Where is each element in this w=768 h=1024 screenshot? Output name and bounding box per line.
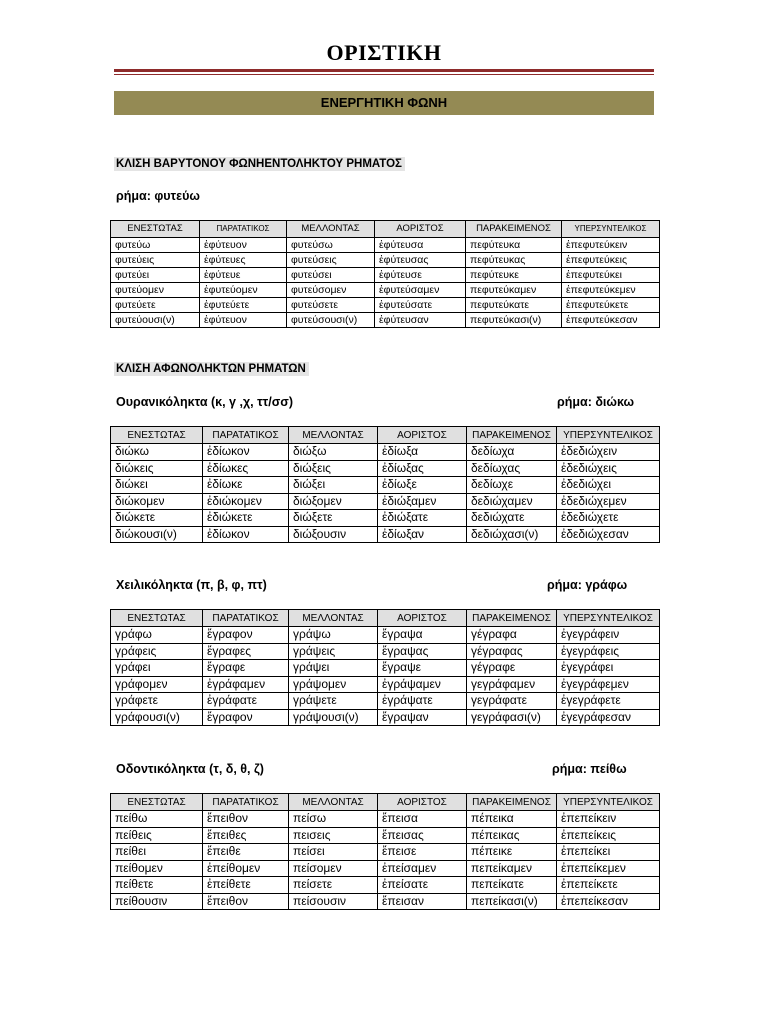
table-cell: ἐδεδιώχετε bbox=[557, 510, 660, 527]
section1-verb: ρήμα: φυτεύω bbox=[116, 189, 200, 203]
header-imperfect: ΠΑΡΑΤΑΤΙΚΟΣ bbox=[203, 427, 289, 444]
title-rule-thick bbox=[114, 69, 654, 72]
table-cell: διώξεις bbox=[289, 460, 378, 477]
table4-label: Οδοντικόληκτα (τ, δ, θ, ζ) bbox=[116, 762, 264, 776]
table-cell: γράψει bbox=[289, 660, 378, 677]
table-cell: ἐφύτευσε bbox=[375, 268, 466, 283]
table-cell: πείσετε bbox=[289, 877, 378, 894]
table-cell: ἐφυτεύσαμεν bbox=[375, 283, 466, 298]
table-cell: ἐφυτεύσατε bbox=[375, 298, 466, 313]
table-cell: ἐπεφυτεύκει bbox=[562, 268, 660, 283]
header-imperfect: ΠΑΡΑΤΑΤΙΚΟΣ bbox=[203, 794, 289, 811]
table-cell: γεγράφατε bbox=[467, 693, 557, 710]
table-row bbox=[111, 844, 660, 861]
table-row bbox=[111, 526, 660, 543]
table-cell: ἐδεδιώχειν bbox=[557, 444, 660, 461]
header-present: ΕΝΕΣΤΩΤΑΣ bbox=[111, 427, 203, 444]
table-cell: γράφεις bbox=[111, 643, 203, 660]
table-row bbox=[111, 893, 660, 910]
table-cell: ἐγράψαμεν bbox=[378, 676, 467, 693]
conjugation-table-2 bbox=[110, 426, 660, 543]
table-row bbox=[111, 709, 660, 726]
header-future: ΜΕΛΛΟΝΤΑΣ bbox=[289, 610, 378, 627]
table-cell: φυτεύσομεν bbox=[287, 283, 375, 298]
table-cell: πείσω bbox=[289, 811, 378, 828]
page-title: ΟΡΙΣΤΙΚΗ bbox=[326, 40, 442, 65]
table-cell: ἐδεδιώχεσαν bbox=[557, 526, 660, 543]
table-cell: φυτεύσουσι(ν) bbox=[287, 313, 375, 328]
table-cell: ἔπεισας bbox=[378, 827, 467, 844]
header-future: ΜΕΛΛΟΝΤΑΣ bbox=[287, 221, 375, 238]
table-cell: φυτεύω bbox=[111, 238, 200, 253]
table-cell: ἐγράψατε bbox=[378, 693, 467, 710]
table-cell: ἐφύτευον bbox=[200, 313, 287, 328]
table-row bbox=[111, 693, 660, 710]
header-pluperfect: ΥΠΕΡΣΥΝΤΕΛΙΚΟΣ bbox=[562, 221, 660, 238]
table-cell: ἔγραφον bbox=[203, 627, 289, 644]
table-cell: ἐφύτευον bbox=[200, 238, 287, 253]
table-cell: γέγραφα bbox=[467, 627, 557, 644]
table-cell: ἐδιώκομεν bbox=[203, 493, 289, 510]
table-row bbox=[111, 460, 660, 477]
header-pluperfect: ΥΠΕΡΣΥΝΤΕΛΙΚΟΣ bbox=[557, 427, 660, 444]
table-cell: διώκω bbox=[111, 444, 203, 461]
conjugation-table-3 bbox=[110, 609, 660, 726]
table-cell: ἐπεφυτεύκειν bbox=[562, 238, 660, 253]
table-cell: πέπεικα bbox=[467, 811, 557, 828]
table-cell: ἔγραψαν bbox=[378, 709, 467, 726]
table-cell: φυτεύει bbox=[111, 268, 200, 283]
table-row bbox=[111, 510, 660, 527]
header-pluperfect: ΥΠΕΡΣΥΝΤΕΛΙΚΟΣ bbox=[557, 610, 660, 627]
table-cell: ἐγεγράφετε bbox=[557, 693, 660, 710]
table-cell: ἔγραφες bbox=[203, 643, 289, 660]
table-row bbox=[111, 477, 660, 494]
table-row bbox=[111, 298, 660, 313]
table-cell: πείθεις bbox=[111, 827, 203, 844]
table-cell: ἐφύτευσαν bbox=[375, 313, 466, 328]
table-cell: δεδιώχατε bbox=[467, 510, 557, 527]
table-cell: γράφετε bbox=[111, 693, 203, 710]
table-cell: γεγράφασι(ν) bbox=[467, 709, 557, 726]
table-cell: φυτεύουσι(ν) bbox=[111, 313, 200, 328]
table-cell: ἐδίωκον bbox=[203, 444, 289, 461]
table-cell: ἔπεισε bbox=[378, 844, 467, 861]
table-cell: διώξετε bbox=[289, 510, 378, 527]
table-cell: ἐγεγράφεμεν bbox=[557, 676, 660, 693]
table-row bbox=[111, 811, 660, 828]
table-cell: πείθομεν bbox=[111, 860, 203, 877]
title-rule-thin bbox=[114, 74, 654, 75]
header-present: ΕΝΕΣΤΩΤΑΣ bbox=[111, 794, 203, 811]
table-cell: πείθω bbox=[111, 811, 203, 828]
table-cell: πείθετε bbox=[111, 877, 203, 894]
header-present: ΕΝΕΣΤΩΤΑΣ bbox=[111, 610, 203, 627]
conjugation-table-1 bbox=[110, 220, 660, 328]
table-row bbox=[111, 877, 660, 894]
table-row bbox=[111, 827, 660, 844]
table-cell: ἐφύτευσας bbox=[375, 253, 466, 268]
table-cell: ἐδίωξε bbox=[378, 477, 467, 494]
table-cell: πεφυτεύκατε bbox=[466, 298, 562, 313]
table3-label: Χειλικόληκτα (π, β, φ, πτ) bbox=[116, 578, 267, 592]
section1-heading: ΚΛΙΣΗ ΒΑΡΥΤΟΝΟΥ ΦΩΝΗΕΝΤΟΛΗΚΤΟΥ ΡΗΜΑΤΟΣ bbox=[114, 157, 405, 171]
table-cell: ἐγεγράφεις bbox=[557, 643, 660, 660]
table-cell: ἐπείσατε bbox=[378, 877, 467, 894]
header-aorist: ΑΟΡΙΣΤΟΣ bbox=[378, 794, 467, 811]
table-cell: ἐγράφαμεν bbox=[203, 676, 289, 693]
table-cell: διώκουσι(ν) bbox=[111, 526, 203, 543]
section2-heading: ΚΛΙΣΗ ΑΦΩΝΟΛΗΚΤΩΝ ΡΗΜΑΤΩΝ bbox=[114, 362, 309, 376]
table-cell: φυτεύεις bbox=[111, 253, 200, 268]
table-cell: διώκεις bbox=[111, 460, 203, 477]
table-cell: γεγράφαμεν bbox=[467, 676, 557, 693]
table-cell: δεδιώχαμεν bbox=[467, 493, 557, 510]
table-cell: ἐδίωξα bbox=[378, 444, 467, 461]
table-cell: ἔγραφον bbox=[203, 709, 289, 726]
header-aorist: ΑΟΡΙΣΤΟΣ bbox=[375, 221, 466, 238]
table-cell: ἐγεγράφεσαν bbox=[557, 709, 660, 726]
table-cell: φυτεύσει bbox=[287, 268, 375, 283]
table-cell: πεπείκαμεν bbox=[467, 860, 557, 877]
header-aorist: ΑΟΡΙΣΤΟΣ bbox=[378, 427, 467, 444]
table-cell: διώκομεν bbox=[111, 493, 203, 510]
table-cell: ἐγεγράφει bbox=[557, 660, 660, 677]
table-row bbox=[111, 253, 660, 268]
table-cell: ἐδιώξαμεν bbox=[378, 493, 467, 510]
table-row bbox=[111, 660, 660, 677]
voice-banner: ΕΝΕΡΓΗΤΙΚΗ ΦΩΝΗ bbox=[114, 91, 654, 115]
header-perfect: ΠΑΡΑΚΕΙΜΕΝΟΣ bbox=[467, 794, 557, 811]
table-cell: πεφύτευκε bbox=[466, 268, 562, 283]
table-cell: διώξουσιν bbox=[289, 526, 378, 543]
table-row bbox=[111, 627, 660, 644]
table-cell: γράψεις bbox=[289, 643, 378, 660]
table-cell: δεδίωχε bbox=[467, 477, 557, 494]
table-cell: ἐπεφυτεύκετε bbox=[562, 298, 660, 313]
table-cell: ἔπειθον bbox=[203, 893, 289, 910]
table-cell: ἔπειθε bbox=[203, 844, 289, 861]
table-cell: φυτεύσετε bbox=[287, 298, 375, 313]
table-cell: πέπεικε bbox=[467, 844, 557, 861]
table-cell: γράψω bbox=[289, 627, 378, 644]
table-cell: ἔγραφε bbox=[203, 660, 289, 677]
header-perfect: ΠΑΡΑΚΕΙΜΕΝΟΣ bbox=[467, 610, 557, 627]
table-cell: πεφυτεύκασι(ν) bbox=[466, 313, 562, 328]
table-cell: πεπείκασι(ν) bbox=[467, 893, 557, 910]
table-cell: γράψουσι(ν) bbox=[289, 709, 378, 726]
table-row bbox=[111, 268, 660, 283]
table-cell: δεδίωχα bbox=[467, 444, 557, 461]
table-cell: ἐπεπείκειν bbox=[557, 811, 660, 828]
table-cell: ἐπεπείκεμεν bbox=[557, 860, 660, 877]
table-cell: πεφυτεύκαμεν bbox=[466, 283, 562, 298]
table-cell: ἐπεπείκει bbox=[557, 844, 660, 861]
header-imperfect: ΠΑΡΑΤΑΤΙΚΟΣ bbox=[203, 610, 289, 627]
table-cell: ἔγραψε bbox=[378, 660, 467, 677]
table-row bbox=[111, 860, 660, 877]
table-cell: ἐπείσαμεν bbox=[378, 860, 467, 877]
table-cell: ἐπεφυτεύκεις bbox=[562, 253, 660, 268]
table-cell: ἐδιώκετε bbox=[203, 510, 289, 527]
table-cell: ἔπειθες bbox=[203, 827, 289, 844]
table-row bbox=[111, 676, 660, 693]
header-imperfect: ΠΑΡΑΤΑΤΙΚΟΣ bbox=[200, 221, 287, 238]
table-cell: πεφύτευκα bbox=[466, 238, 562, 253]
table-cell: πεισεις bbox=[289, 827, 378, 844]
table-row bbox=[111, 493, 660, 510]
table-cell: δεδίωχας bbox=[467, 460, 557, 477]
header-perfect: ΠΑΡΑΚΕΙΜΕΝΟΣ bbox=[466, 221, 562, 238]
table-cell: ἐφύτευες bbox=[200, 253, 287, 268]
table-cell: ἐδίωκες bbox=[203, 460, 289, 477]
table-cell: ἐγεγράφειν bbox=[557, 627, 660, 644]
table-cell: πείθει bbox=[111, 844, 203, 861]
table-cell: διώξομεν bbox=[289, 493, 378, 510]
table-cell: γράψομεν bbox=[289, 676, 378, 693]
table-row bbox=[111, 643, 660, 660]
table-cell: ἐδίωκον bbox=[203, 526, 289, 543]
header-future: ΜΕΛΛΟΝΤΑΣ bbox=[289, 427, 378, 444]
table-cell: ἐφύτευσα bbox=[375, 238, 466, 253]
table-cell: πείσουσιν bbox=[289, 893, 378, 910]
table-cell: ἐδεδιώχει bbox=[557, 477, 660, 494]
table-cell: ἐπεφυτεύκεμεν bbox=[562, 283, 660, 298]
table-cell: διώξω bbox=[289, 444, 378, 461]
table-cell: ἐγράφατε bbox=[203, 693, 289, 710]
table-cell: ἐπεπείκεσαν bbox=[557, 893, 660, 910]
table-cell: ἐπεπείκετε bbox=[557, 877, 660, 894]
table-cell: διώκει bbox=[111, 477, 203, 494]
table-cell: ἔπειθον bbox=[203, 811, 289, 828]
table-cell: φυτεύομεν bbox=[111, 283, 200, 298]
header-perfect: ΠΑΡΑΚΕΙΜΕΝΟΣ bbox=[467, 427, 557, 444]
table-cell: ἐδίωξαν bbox=[378, 526, 467, 543]
table-row bbox=[111, 238, 660, 253]
table-row bbox=[111, 444, 660, 461]
table-cell: φυτεύσεις bbox=[287, 253, 375, 268]
table-cell: γράφω bbox=[111, 627, 203, 644]
table-row bbox=[111, 313, 660, 328]
table-cell: γράφομεν bbox=[111, 676, 203, 693]
table-cell: ἐφύτευε bbox=[200, 268, 287, 283]
table-cell: πείθουσιν bbox=[111, 893, 203, 910]
table-cell: γέγραφε bbox=[467, 660, 557, 677]
table-cell: ἔπεισα bbox=[378, 811, 467, 828]
conjugation-table-4 bbox=[110, 793, 660, 910]
header-aorist: ΑΟΡΙΣΤΟΣ bbox=[378, 610, 467, 627]
header-pluperfect: ΥΠΕΡΣΥΝΤΕΛΙΚΟΣ bbox=[557, 794, 660, 811]
table4-verb: ρήμα: πείθω bbox=[552, 762, 627, 776]
table-cell: πέπεικας bbox=[467, 827, 557, 844]
table3-verb: ρήμα: γράφω bbox=[547, 578, 628, 592]
table-cell: ἐδεδιώχεις bbox=[557, 460, 660, 477]
table-cell: ἐπείθομεν bbox=[203, 860, 289, 877]
table-cell: πείσομεν bbox=[289, 860, 378, 877]
table-cell: διώξει bbox=[289, 477, 378, 494]
table-cell: γράψετε bbox=[289, 693, 378, 710]
table-cell: ἐφυτεύομεν bbox=[200, 283, 287, 298]
table-cell: ἐπείθετε bbox=[203, 877, 289, 894]
table-cell: γράφουσι(ν) bbox=[111, 709, 203, 726]
table-cell: ἐδεδιώχεμεν bbox=[557, 493, 660, 510]
table-cell: φυτεύσω bbox=[287, 238, 375, 253]
table-cell: ἔγραψας bbox=[378, 643, 467, 660]
table-cell: διώκετε bbox=[111, 510, 203, 527]
table2-label: Ουρανικόληκτα (κ, γ ,χ, ττ/σσ) bbox=[116, 395, 293, 409]
table-cell: ἐφυτεύετε bbox=[200, 298, 287, 313]
table-cell: ἔπεισαν bbox=[378, 893, 467, 910]
table-cell: δεδιώχασι(ν) bbox=[467, 526, 557, 543]
table-cell: γέγραφας bbox=[467, 643, 557, 660]
table-cell: φυτεύετε bbox=[111, 298, 200, 313]
table-cell: ἐπεπείκεις bbox=[557, 827, 660, 844]
table2-verb: ρήμα: διώκω bbox=[557, 395, 635, 409]
table-cell: πείσει bbox=[289, 844, 378, 861]
table-cell: ἐδίωκε bbox=[203, 477, 289, 494]
table-cell: ἐπεφυτεύκεσαν bbox=[562, 313, 660, 328]
table-cell: ἔγραψα bbox=[378, 627, 467, 644]
table-row bbox=[111, 283, 660, 298]
table-cell: πεφύτευκας bbox=[466, 253, 562, 268]
table-cell: ἐδίωξας bbox=[378, 460, 467, 477]
table-cell: πεπείκατε bbox=[467, 877, 557, 894]
table-cell: γράφει bbox=[111, 660, 203, 677]
header-future: ΜΕΛΛΟΝΤΑΣ bbox=[289, 794, 378, 811]
header-present: ΕΝΕΣΤΩΤΑΣ bbox=[111, 221, 200, 238]
table-cell: ἐδιώξατε bbox=[378, 510, 467, 527]
